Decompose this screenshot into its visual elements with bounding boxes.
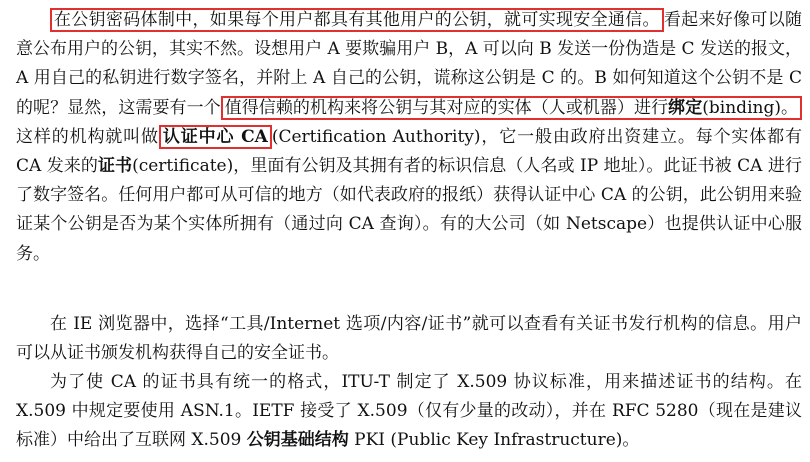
text-segment: (certificate)，里面有公钥及其拥有者的标识信息（人名或 IP 地址）。此证书被 CA 进行了数字签名。任何用户都可从可信的地方（如代表政府的报纸）获得认证中心 CA 的公钥，此公钥用来验证某个公钥是否为某个实体所拥有（通过向 CA 查询）。有的大公司（如 Netscape）也提供认证中心服务。	[16, 156, 802, 264]
text-segment: (binding)。	[702, 97, 799, 118]
bold-term-certificate: 证书	[97, 156, 133, 177]
text-segment: 这样的机构就叫做	[16, 126, 159, 147]
paragraph-ie-browser	[16, 310, 802, 368]
text-segment: 为了使 CA 的证书具有统一的格式，ITU-T 制定了 X.509 协议标准，用来描述证书的结构。在 X.509 中规定要使用 ASN.1。IETF 接受了 X.509（仅有少量的改动），并在 RFC 5280（现在是建议标准）中给出了互联网 X.509	[16, 372, 802, 451]
highlight-box-secure-communication	[50, 8, 664, 32]
text-segment: (Certification Authority)，它一般由政府出资建立。每个实体都有 CA 发来的	[16, 126, 803, 177]
text-segment: 值得信赖的机构来将公钥与其对应的实体（人或机器）进行	[224, 97, 669, 118]
text-segment: 在 IE 浏览器中，选择“工具/Internet 选项/内容/证书”就可以查看有关证书发行机构的信息。用户可以从证书颁发机构获得自己的安全证书。	[16, 314, 802, 364]
highlight-box-ca: 认证中心 CA	[159, 125, 272, 149]
highlight-box-binding	[221, 96, 802, 120]
paragraph-x509	[16, 368, 802, 456]
paragraph-certification-authority	[16, 6, 802, 269]
text-segment: PKI (Public Key Infrastructure)。	[348, 430, 640, 451]
text-segment: 在公钥密码体制中，如果每个用户都具有其他用户的公钥，就可实现安全通信。	[54, 10, 660, 30]
bold-term-pki: 公钥基础结构	[246, 430, 349, 451]
text-segment: 看起来好像可以随意公布用户的公钥，其实不然。设想用户 A 要欺骗用户 B，A 可以向 B 发送一份伪造是 C 发送的报文，A 用自己的私钥进行数字签名，并附上 A 自己的公钥，谎称这公钥是 C 的。B 如何知道这个公钥不是 C 的呢？显然，这需要有一个	[16, 10, 803, 118]
bold-term-binding: 绑定	[668, 97, 703, 118]
